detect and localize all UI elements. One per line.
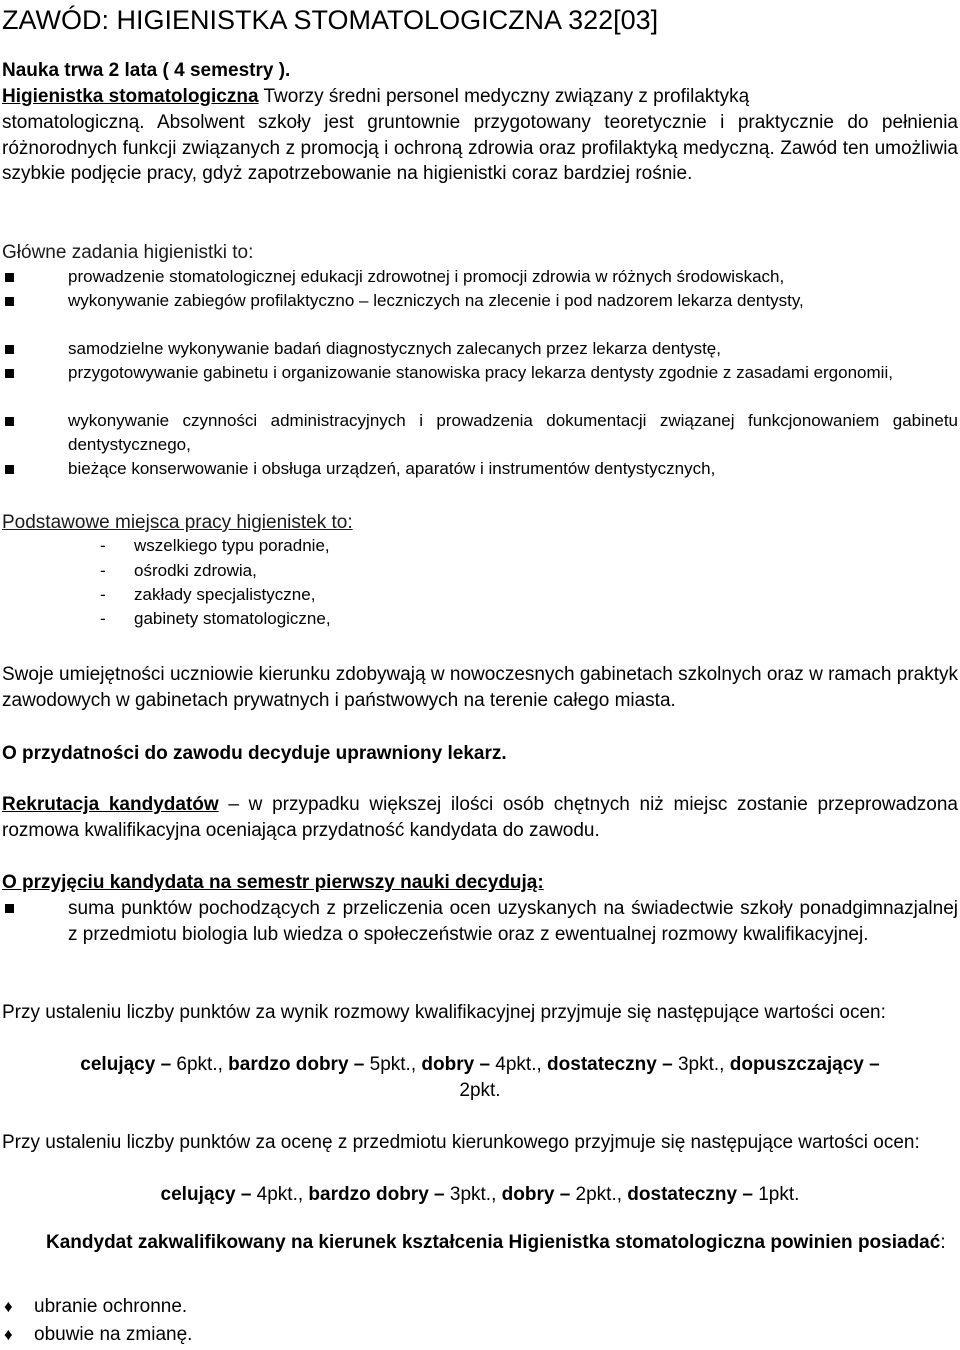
square-bullet-icon: [5, 345, 14, 354]
page-title: ZAWÓD: HIGIENISTKA STOMATOLOGICZNA 322[03]: [2, 5, 659, 35]
subject-grades-line: celujący – 4pkt., bardzo dobry – 3pkt., dobry – 2pkt., dostateczny – 1pkt.: [160, 1184, 800, 1205]
interview-grades-line: celujący – 6pkt., bardzo dobry – 5pkt., dobry – 4pkt., dostateczny – 3pkt., dopuszczający –: [80, 1054, 880, 1075]
recruitment-paragraph: [2, 792, 958, 844]
square-bullet-icon: [5, 273, 14, 282]
recruitment-label: Rekrutacja kandydatów: [2, 794, 219, 815]
doctor-decision: O przydatności do zawodu decyduje uprawniony lekarz.: [2, 743, 507, 764]
intro-line-rest: Tworzy średni personel medyczny związany z profilaktyką: [258, 86, 750, 107]
subject-points-intro: Przy ustaleniu liczby punktów za ocenę z przedmiotu kierunkowego przyjmuje się następujące wartości ocen:: [2, 1132, 920, 1153]
tasks-heading: Główne zadania higienistki to:: [2, 242, 254, 263]
intro-line: [2, 84, 958, 110]
square-bullet-icon: [5, 297, 14, 306]
interview-points-intro: Przy ustaleniu liczby punktów za wynik rozmowy kwalifikacyjnej przyjmuje się następujące wartości ocen:: [2, 1002, 886, 1023]
square-bullet-icon: [5, 904, 14, 913]
workplaces-heading: Podstawowe miejsca pracy higienistek to:: [2, 512, 353, 533]
diamond-bullet-icon: ♦: [4, 1325, 13, 1344]
square-bullet-icon: [5, 417, 14, 426]
skills-text: Swoje umiejętności uczniowie kierunku zdobywają w nowoczesnych gabinetach szkolnych oraz w ramach praktyk zawodowych w gabinetach prywatnych i państwowych na terenie całego miasta.: [2, 664, 958, 711]
diamond-bullet-icon: ♦: [4, 1297, 13, 1316]
square-bullet-icon: [5, 369, 14, 378]
square-bullet-icon: [5, 465, 14, 474]
intro-text: stomatologiczną. Absolwent szkoły jest gruntownie przygotowany teoretycznie i praktycznie do pełnienia różnorodnych funkcji związanych z promocją i ochroną zdrowia oraz profilaktyką medyczną. Zawód ten umożliwia szybkie podjęcie pracy, gdyż zapotrzebowanie na higienistki coraz bardziej rośnie.: [2, 112, 958, 185]
course-duration: Nauka trwa 2 lata ( 4 semestry ).: [2, 60, 291, 81]
equipment-heading: Kandydat zakwalifikowany na kierunek kształcenia Higienistka stomatologiczna powinien posiadać:: [46, 1232, 946, 1253]
admission-heading: O przyjęciu kandydata na semestr pierwszy nauki decydują:: [2, 872, 544, 893]
profession-name: Higienistka stomatologiczna: [2, 86, 259, 107]
interview-grades-line-end: 2pkt.: [459, 1080, 501, 1101]
recruitment-text: – w przypadku większej ilości osób chętnych niż miejsc zostanie przeprowadzona rozmowa kwalifikacyjna oceniająca przydatność kandydata do zawodu.: [2, 794, 958, 841]
